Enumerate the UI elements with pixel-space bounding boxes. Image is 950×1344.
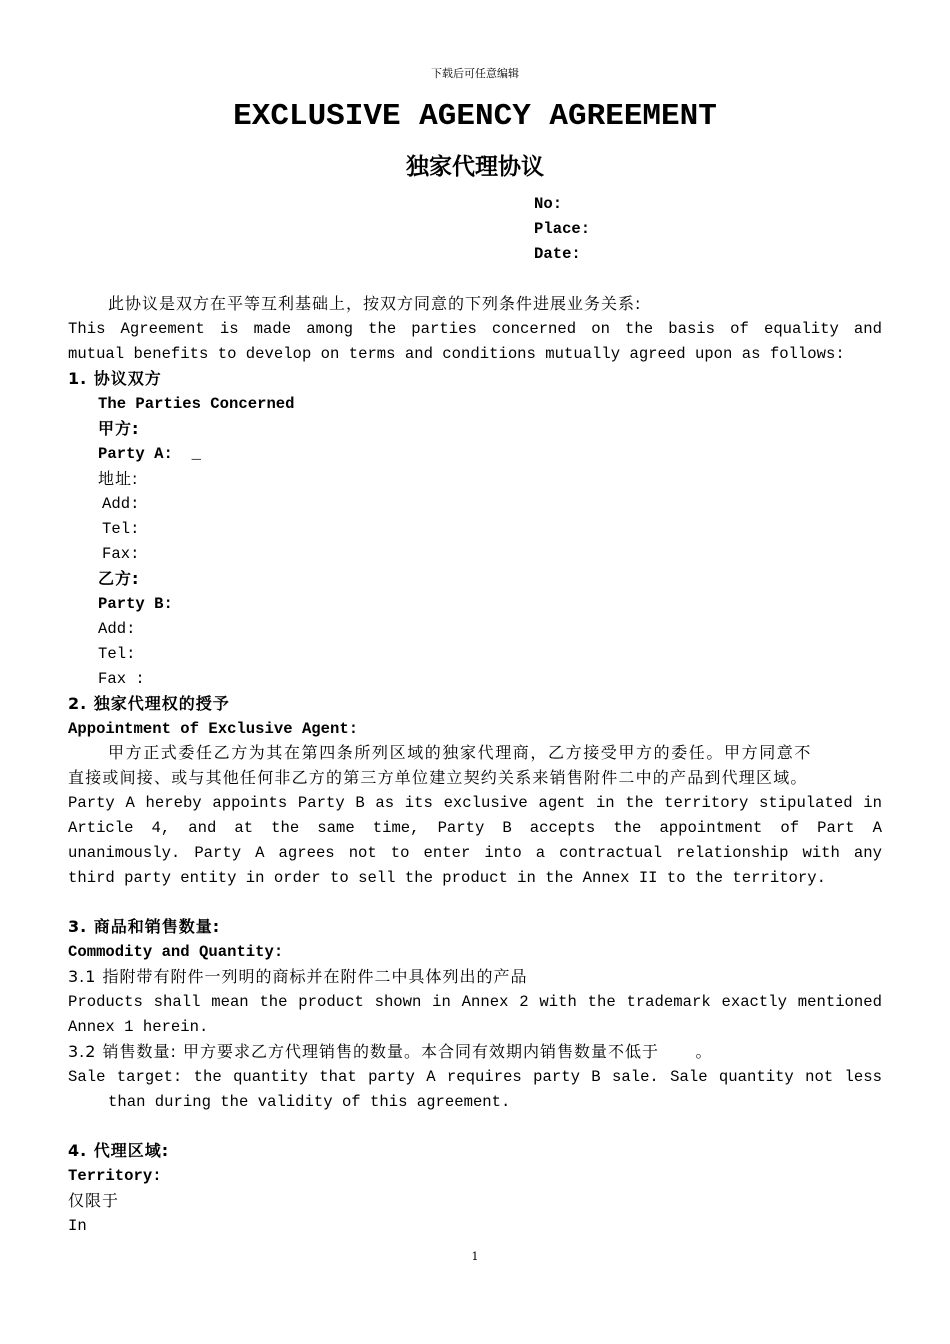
party-a-add: Add: [102,495,140,513]
section2-en-1: Party A hereby appoints Party B as its exclusive agent in the territory stipulated in [68,794,882,812]
document-subtitle: 独家代理协议 [406,154,544,180]
section2-heading-cn: 2. 独家代理权的授予 [68,694,230,713]
section3-heading-cn: 3. 商品和销售数量: [68,917,221,936]
party-b-tel: Tel: [98,645,136,663]
intro-en-2: mutual benefits to develop on terms and conditions mutually agreed upon as follows: [68,345,845,363]
section3-2-en-1: Sale target: the quantity that party A requires party B sale. Sale quantity not less [68,1068,882,1086]
party-a-tel: Tel: [102,520,140,538]
intro-cn: 此协议是双方在平等互利基础上，按双方同意的下列条件进展业务关系: [108,294,642,313]
party-b-en: Party B: [98,595,173,613]
section3-1-en-2: Annex 1 herein. [68,1018,209,1036]
party-a-address-cn: 地址: [98,469,139,488]
header-note: 下载后可任意编辑 [431,67,519,80]
section3-1-cn: 3.1 指附带有附件一列明的商标并在附件二中具体列出的产品 [68,967,528,986]
section4-cn: 仅限于 [68,1191,120,1210]
party-b-fax: Fax : [98,670,145,688]
party-b-add: Add: [98,620,136,638]
party-a-en: Party A: _ [98,445,201,463]
document-title: EXCLUSIVE AGENCY AGREEMENT [233,99,717,134]
section2-en-4: third party entity in order to sell the product in the Annex II to the territory. [68,869,826,887]
intro-en-1: This Agreement is made among the parties concerned on the basis of equality and [68,320,882,338]
section2-heading-en: Appointment of Exclusive Agent: [68,720,359,738]
meta-no: No: [534,195,563,213]
section2-en-2: Article 4, and at the same time, Party B accepts the appointment of Part A [68,819,882,837]
meta-place: Place: [534,220,591,238]
section1-heading-en: The Parties Concerned [98,395,295,413]
meta-date: Date: [534,245,581,263]
party-a-fax: Fax: [102,545,140,563]
section3-heading-en: Commodity and Quantity: [68,943,284,961]
section1-heading-cn: 1. 协议双方 [68,369,162,388]
section2-cn-2: 直接或间接、或与其他任何非乙方的第三方单位建立契约关系来销售附件二中的产品到代理区域。 [68,768,808,787]
section4-heading-cn: 4. 代理区域: [68,1141,170,1160]
section2-en-3: unanimously. Party A agrees not to enter into a contractual relationship with any [68,844,882,862]
section4-heading-en: Territory: [68,1167,162,1185]
section3-2-cn: 3.2 销售数量: 甲方要求乙方代理销售的数量。本合同有效期内销售数量不低于 。 [68,1042,713,1061]
section4-en: In [68,1217,87,1235]
section3-2-en-2: than during the validity of this agreement. [108,1093,511,1111]
page-number: 1 [471,1250,479,1263]
party-b-cn: 乙方: [98,569,140,588]
section2-cn-1: 甲方正式委任乙方为其在第四条所列区域的独家代理商，乙方接受甲方的委任。甲方同意不 [108,743,813,762]
party-a-cn: 甲方: [98,419,140,438]
section3-1-en-1: Products shall mean the product shown in Annex 2 with the trademark exactly mentioned [68,993,882,1011]
